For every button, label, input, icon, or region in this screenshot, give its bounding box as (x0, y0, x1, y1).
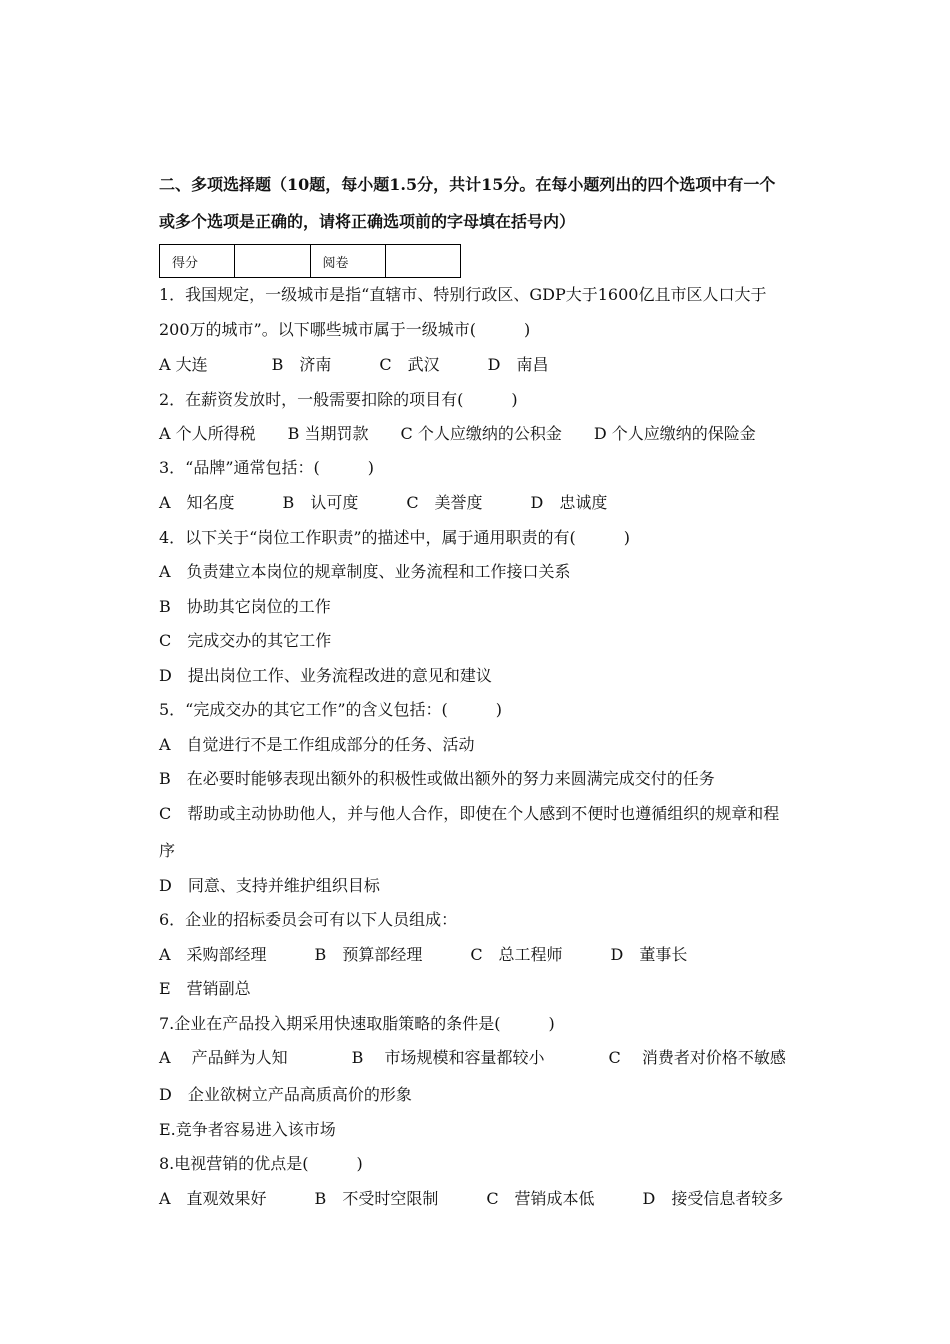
q5-option-b: B 在必要时能够表现出额外的积极性或做出额外的努力来圆满完成交付的任务 (159, 769, 715, 788)
reviewer-label: 阅卷 (310, 245, 385, 278)
score-table (159, 244, 461, 278)
q3-stem: 3．“品牌”通常包括：( ) (159, 458, 375, 477)
score-label: 得分 (160, 245, 235, 278)
q2-options: A 个人所得税 B 当期罚款 C 个人应缴纳的公积金 D 个人应缴纳的保险金 (159, 424, 756, 443)
q1-stem-line1: 1．我国规定，一级城市是指“直辖市、特别行政区、GDP大于1600亿且市区人口大于 (159, 285, 767, 304)
q6-stem: 6．企业的招标委员会可有以下人员组成： (159, 910, 458, 929)
q1-stem-line2: 200万的城市”。以下哪些城市属于一级城市( ) (159, 320, 531, 339)
q5-option-c-line1: C 帮助或主动协助他人，并与他人合作，即使在个人感到不便时也遵循组织的规章和程 (159, 804, 780, 823)
q7-options: A 产品鲜为人知 B 市场规模和容量都较小 C 消费者对价格不敏感 (159, 1048, 786, 1067)
q5-option-c-line2: 序 (159, 841, 176, 860)
q8-stem: 8.电视营销的优点是( ) (159, 1154, 363, 1173)
q5-stem: 5．“完成交办的其它工作”的含义包括：( ) (159, 700, 503, 719)
q1-options: A 大连 B 济南 C 武汉 D 南昌 (159, 355, 549, 374)
q3-options: A 知名度 B 认可度 C 美誉度 D 忠诚度 (159, 493, 608, 512)
score-value (235, 245, 310, 278)
q6-options: A 采购部经理 B 预算部经理 C 总工程师 D 董事长 (159, 945, 688, 964)
q8-options: A 直观效果好 B 不受时空限制 C 营销成本低 D 接受信息者较多 (159, 1189, 784, 1208)
section-heading-line2: 或多个选项是正确的，请将正确选项前的字母填在括号内） (159, 212, 576, 231)
q4-option-a: A 负责建立本岗位的规章制度、业务流程和工作接口关系 (159, 562, 571, 581)
q2-stem: 2．在薪资发放时，一般需要扣除的项目有( ) (159, 390, 518, 409)
q5-option-d: D 同意、支持并维护组织目标 (159, 876, 380, 895)
q5-option-a: A 自觉进行不是工作组成部分的任务、活动 (159, 735, 475, 754)
q7-option-d: D 企业欲树立产品高质高价的形象 (159, 1085, 412, 1104)
q4-stem: 4．以下关于“岗位工作职责”的描述中，属于通用职责的有( ) (159, 528, 631, 547)
q6-option-e: E 营销副总 (159, 979, 251, 998)
section-heading-line1: 二、多项选择题（10题，每小题1.5分，共计15分。在每小题列出的四个选项中有一个 (159, 175, 776, 194)
q4-option-b: B 协助其它岗位的工作 (159, 597, 331, 616)
reviewer-value (385, 245, 460, 278)
q4-option-c: C 完成交办的其它工作 (159, 631, 332, 650)
q4-option-d: D 提出岗位工作、业务流程改进的意见和建议 (159, 666, 492, 685)
q7-stem: 7.企业在产品投入期采用快速取脂策略的条件是( ) (159, 1014, 555, 1033)
q7-option-e: E.竞争者容易进入该市场 (159, 1120, 336, 1139)
